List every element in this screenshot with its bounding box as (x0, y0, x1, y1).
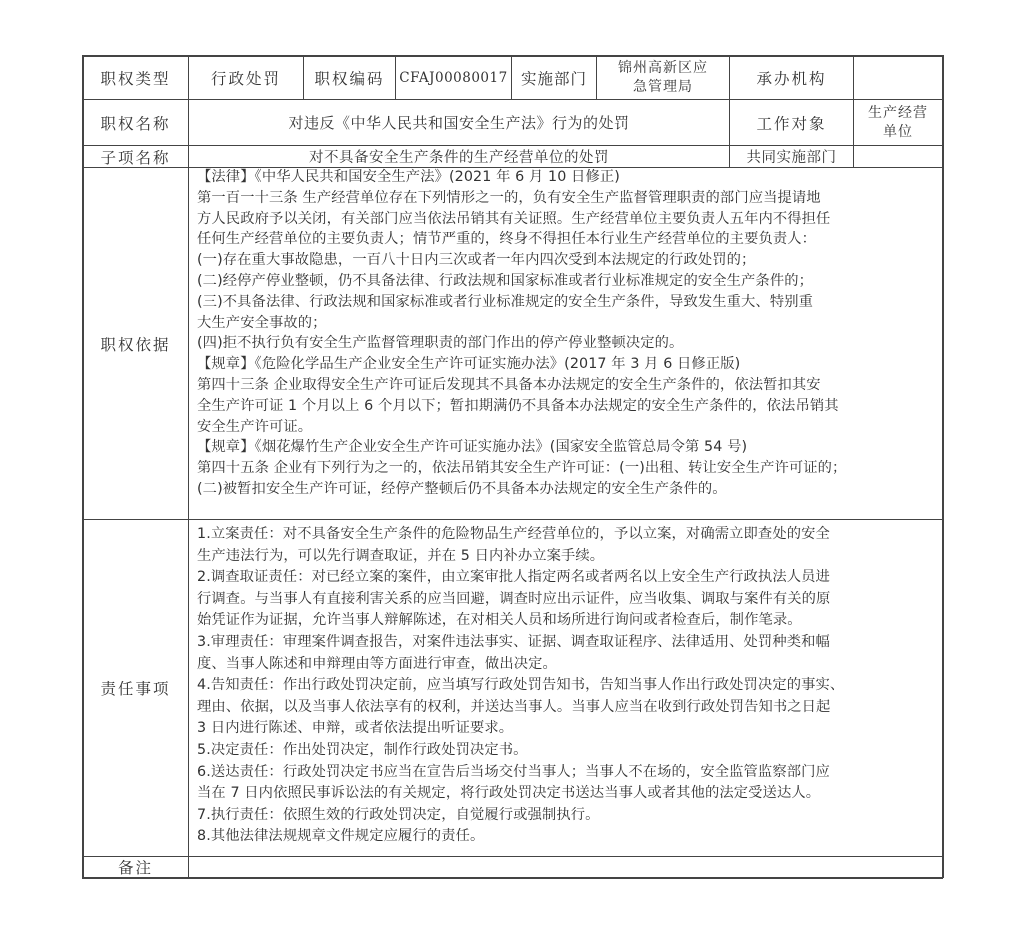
basis-line: 全生产许可证 1 个月以上 6 个月以下；暂扣期满仍不具备本办法规定的安全生产条件的，依法吊销其 (197, 397, 839, 414)
basis-line: 安全生产许可证。 (197, 418, 313, 435)
value-power-code: CFAJ00080017 (399, 69, 508, 86)
row-line (82, 519, 943, 520)
duty-line: 当在 7 日内依照民事诉讼法的有关规定，将行政处罚决定书送达当事人或者其他的法定受送达人。 (197, 785, 821, 802)
label-joint-dept: 共同实施部门 (746, 150, 837, 166)
duty-line: 2.调查取证责任：对已经立案的案件，由立案审批人指定两名或者两名以上安全生产行政执法人员进 (197, 569, 830, 586)
duty-line: 生产违法行为，可以先行调查取证，并在 5 日内补办立案手续。 (197, 547, 605, 564)
basis-line: (二)经停产停业整顿，仍不具备法律、行政法规和国家标准或者行业标准规定的安全生产条件的； (197, 272, 814, 289)
label-handling-agency: 承办机构 (756, 69, 827, 88)
label-responsibilities: 责任事项 (100, 680, 171, 698)
responsibilities-text (197, 524, 939, 848)
basis-line: (三)不具备法律、行政法规和国家标准或者行业标准规定的安全生产条件，导致发生重大、特别重 (197, 293, 814, 310)
value-power-type: 行政处罚 (210, 69, 281, 88)
col-line (188, 55, 189, 878)
label-implementing-dept: 实施部门 (520, 69, 587, 88)
duty-line: 6.送达责任：行政处罚决定书应当在宣告后当场交付当事人；当事人不在场的，安全监管监察部门应 (197, 763, 830, 780)
basis-line: 大生产安全事故的； (197, 314, 327, 331)
value-joint-dept (854, 146, 942, 167)
duty-line: 5.决定责任：作出处罚决定，制作行政处罚决定书。 (197, 741, 528, 758)
duty-line: 始凭证作为证据，允许当事人辩解陈述，在对相关人员和场所进行询问或者检查后，制作笔录。 (197, 612, 802, 629)
duty-line: 4.告知责任：作出行政处罚决定前，应当填写行政处罚告知书，告知当事人作出行政处罚决定的事实、 (197, 677, 845, 694)
duty-line: 1.立案责任：对不具备安全生产条件的危险物品生产经营单位的，予以立案，对确需立即查处的安全 (197, 526, 830, 542)
value-notes (189, 857, 942, 877)
basis-line: 第一百一十三条 生产经营单位存在下列情形之一的，负有安全生产监督管理职责的部门应当提请地 (197, 189, 821, 206)
duty-line: 理由、依据，以及当事人依法享有的权利，并送达当事人。当事人应当在收到行政处罚告知书之日起 (197, 698, 831, 715)
basis-line: (二)被暂扣安全生产许可证，经停产整顿后仍不具备本办法规定的安全生产条件的。 (197, 480, 727, 497)
value-implementing-dept (597, 56, 729, 99)
basis-line: 第四十三条 企业取得安全生产许可证后发现其不具备本办法规定的安全生产条件的，依法暂扣其安 (197, 376, 821, 393)
basis-line: 任何生产经营单位的主要负责人；情节严重的，终身不得担任本行业生产经营单位的主要负责人： (197, 231, 817, 248)
basis-line: 第四十五条 企业有下列行为之一的，依法吊销其安全生产许可证：(一)出租、转让安全生产许可证的； (197, 460, 847, 477)
duty-line: 3 日内进行陈述、申辩，或者依法提出听证要求。 (197, 720, 514, 737)
dept-line-1: 锦州高新区应 (618, 59, 708, 76)
border-bottom (82, 877, 943, 879)
legal-basis-text (197, 167, 939, 500)
label-power-code: 职权编码 (314, 69, 385, 88)
value-subitem-name: 对不具备安全生产条件的生产经营单位的处罚 (309, 150, 609, 166)
duty-line: 8.其他法律法规规章文件规定应履行的责任。 (197, 828, 485, 845)
label-work-target: 工作对象 (756, 114, 827, 133)
value-work-target (854, 100, 942, 145)
label-notes: 备注 (117, 859, 153, 877)
basis-line: 【法律】《中华人民共和国安全生产法》(2021 年 6 月 10 日修正) (197, 169, 620, 185)
basis-line: (四)拒不执行负有安全生产监督管理职责的部门作出的停产停业整顿决定的。 (197, 335, 684, 352)
target-line-1: 生产经营 (868, 104, 928, 121)
value-handling-agency (854, 56, 942, 99)
duty-line: 行调查。与当事人有直接利害关系的应当回避，调查时应出示证件，应当收集、调取与案件有关的原 (197, 590, 831, 607)
label-power-name: 职权名称 (100, 114, 171, 133)
duty-line: 7.执行责任：依照生效的行政处罚决定，自觉履行或强制执行。 (197, 806, 600, 823)
basis-line: 方人民政府予以关闭，有关部门应当依法吊销其有关证照。生产经营单位主要负责人五年内不得担任 (197, 210, 831, 227)
dept-line-2: 急管理局 (633, 78, 693, 95)
value-power-name: 对违反《中华人民共和国安全生产法》行为的处罚 (288, 114, 630, 132)
label-subitem-name: 子项名称 (100, 148, 171, 167)
label-legal-basis: 职权依据 (100, 335, 171, 354)
duty-line: 度、当事人陈述和申辩理由等方面进行审查，做出决定。 (197, 655, 557, 672)
border-right (942, 55, 944, 878)
basis-line: 【规章】《烟花爆竹生产企业安全生产许可证实施办法》(国家安全监管总局令第 54 号) (197, 439, 748, 456)
label-power-type: 职权类型 (100, 69, 171, 88)
target-line-2: 单位 (883, 123, 913, 140)
basis-line: 【规章】《危险化学品生产企业安全生产许可证实施办法》(2017 年 3 月 6 日修正版) (197, 356, 741, 373)
basis-line: (一)存在重大事故隐患，一百八十日内三次或者一年内四次受到本法规定的行政处罚的； (197, 252, 756, 269)
duty-line: 3.审理责任：审理案件调查报告，对案件违法事实、证据、调查取证程序、法律适用、处罚种类和幅 (197, 633, 830, 650)
